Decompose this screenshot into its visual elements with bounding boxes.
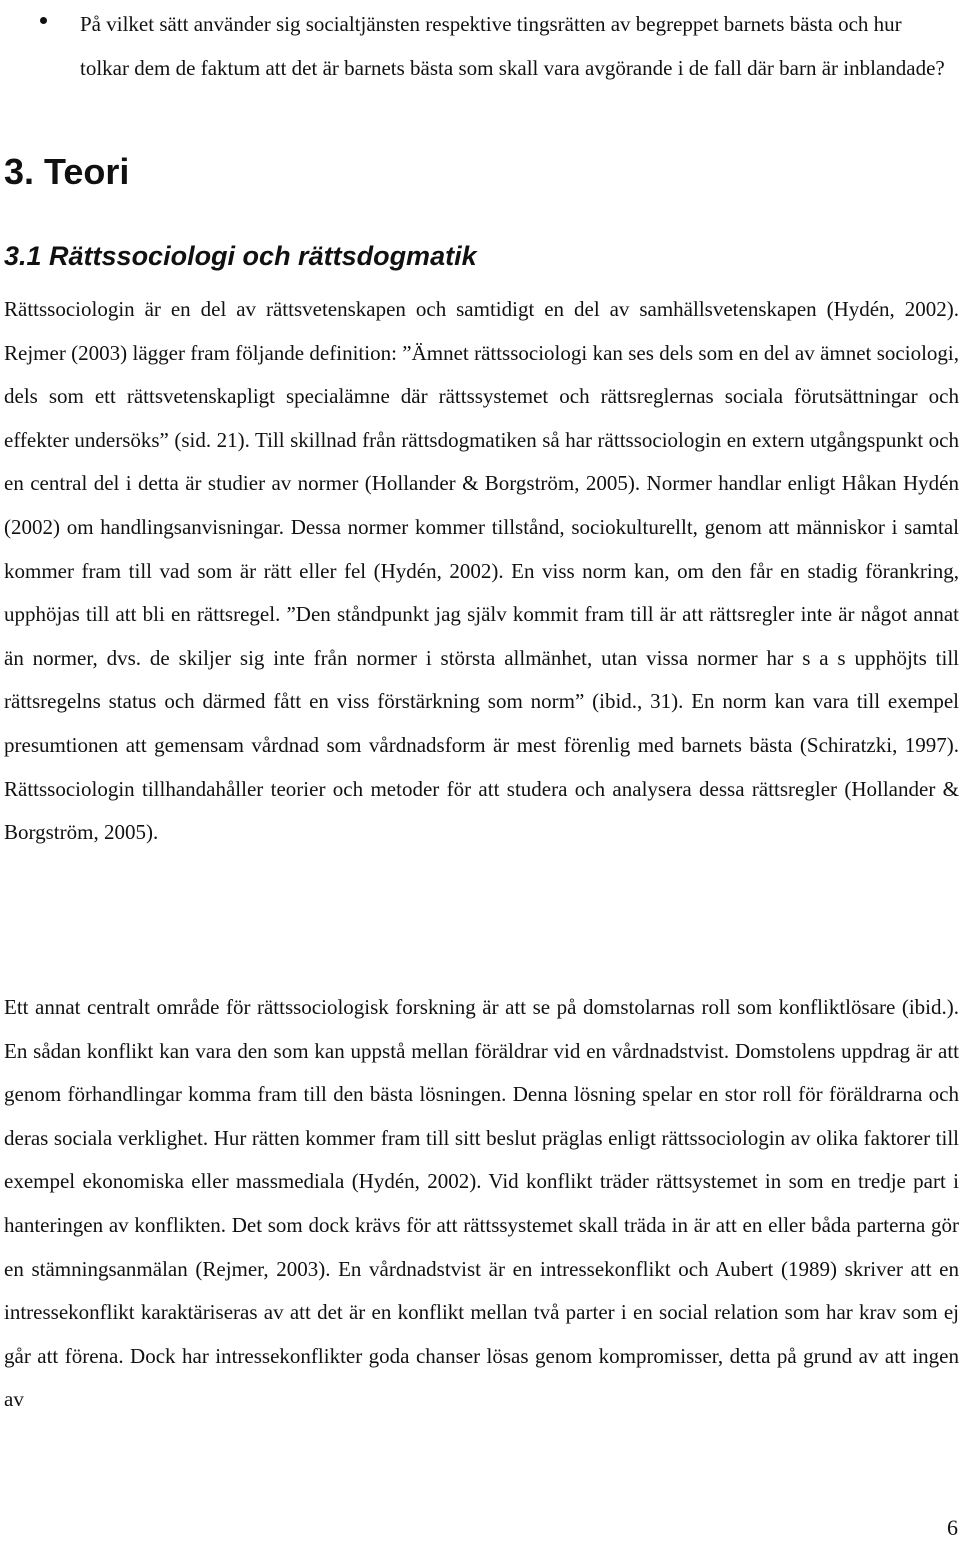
paragraph-legal-sociology: Rättssociologin är en del av rättsvetenskapen och samtidigt en del av samhällsvetenskapen (Hydén, 2002). Rejmer (2003) lägger fram följande definition: ”Ämnet rättssociologi kan ses dels som en del av ämnet sociologi, dels som ett rättsvetenskapligt specialämne där rättssystemet och rättsreglernas sociala förutsättningar och effekter undersöks” (sid. 21). Till skillnad från rättsdogmatiken så har rättssociologin en extern utgångspunkt och en central del i detta är studier av normer (Hollander & Borgström, 2005). Normer handlar enligt Håkan Hydén (2002) om handlingsanvisningar. Dessa normer kommer tillstånd, sociokulturellt, genom att människor i samtal kommer fram till vad som är rätt eller fel (Hydén, 2002). En viss norm kan, om den får en stadig förankring, upphöjas till att bli en rättsregel. ”Den ståndpunkt jag själv kommit fram till är att rättsregler inte är något annat än normer, dvs. de skiljer sig inte från normer i största allmänhet, utan vissa normer har s a s upphöjts till rättsregelns status och därmed fått en viss förstärkning som norm” (ibid., 31). En norm kan vara till exempel presumtionen att gemensam vårdnad som vårdnadsform är mest förenlig med barnets bästa (Schiratzki, 1997). Rättssociologin tillhandahåller teorier och metoder för att studera och analysera dessa rättsregler (Hollander & Borgström, 2005). bbox=[4, 297, 959, 845]
bullet-question: På vilket sätt använder sig socialtjänsten respektive tingsrätten av begreppet barnets bästa och hur tolkar dem de faktum att det är barnets bästa som skall vara avgörande i de fall där barn är inblandade? bbox=[80, 12, 945, 80]
paragraph-conflict-resolution: Ett annat centralt område för rättssociologisk forskning är att se på domstolarnas roll som konfliktlösare (ibid.). En sådan konflikt kan vara den som kan uppstå mellan föräldrar vid en vårdnadstvist. Domstolens uppdrag är att genom förhandlingar komma fram till den bästa lösningen. Denna lösning spelar en stor roll för föräldrarna och deras sociala verklighet. Hur rätten kommer fram till sitt beslut präglas enligt rättssociologin av olika faktorer till exempel ekonomiska eller massmediala (Hydén, 2002). Vid konflikt träder rättsystemet in som en tredje part i hanteringen av konflikten. Det som dock krävs för att rättssystemet skall träda in är att en eller båda parterna gör en stämningsanmälan (Rejmer, 2003). En vårdnadstvist är en intressekonflikt och Aubert (1989) skriver att en intressekonflikt karaktäriseras av att det är en konflikt mellan två parter i en social relation som har krav som ej går att förena. Dock har intressekonflikter goda chanser lösas genom kompromisser, detta på grund av att ingen av bbox=[4, 995, 959, 1412]
bullet-icon bbox=[40, 17, 47, 24]
section-heading: 3. Teori bbox=[4, 151, 130, 192]
page-number: 6 bbox=[947, 1515, 958, 1540]
subsection-heading: 3.1 Rättssociologi och rättsdogmatik bbox=[4, 241, 477, 271]
